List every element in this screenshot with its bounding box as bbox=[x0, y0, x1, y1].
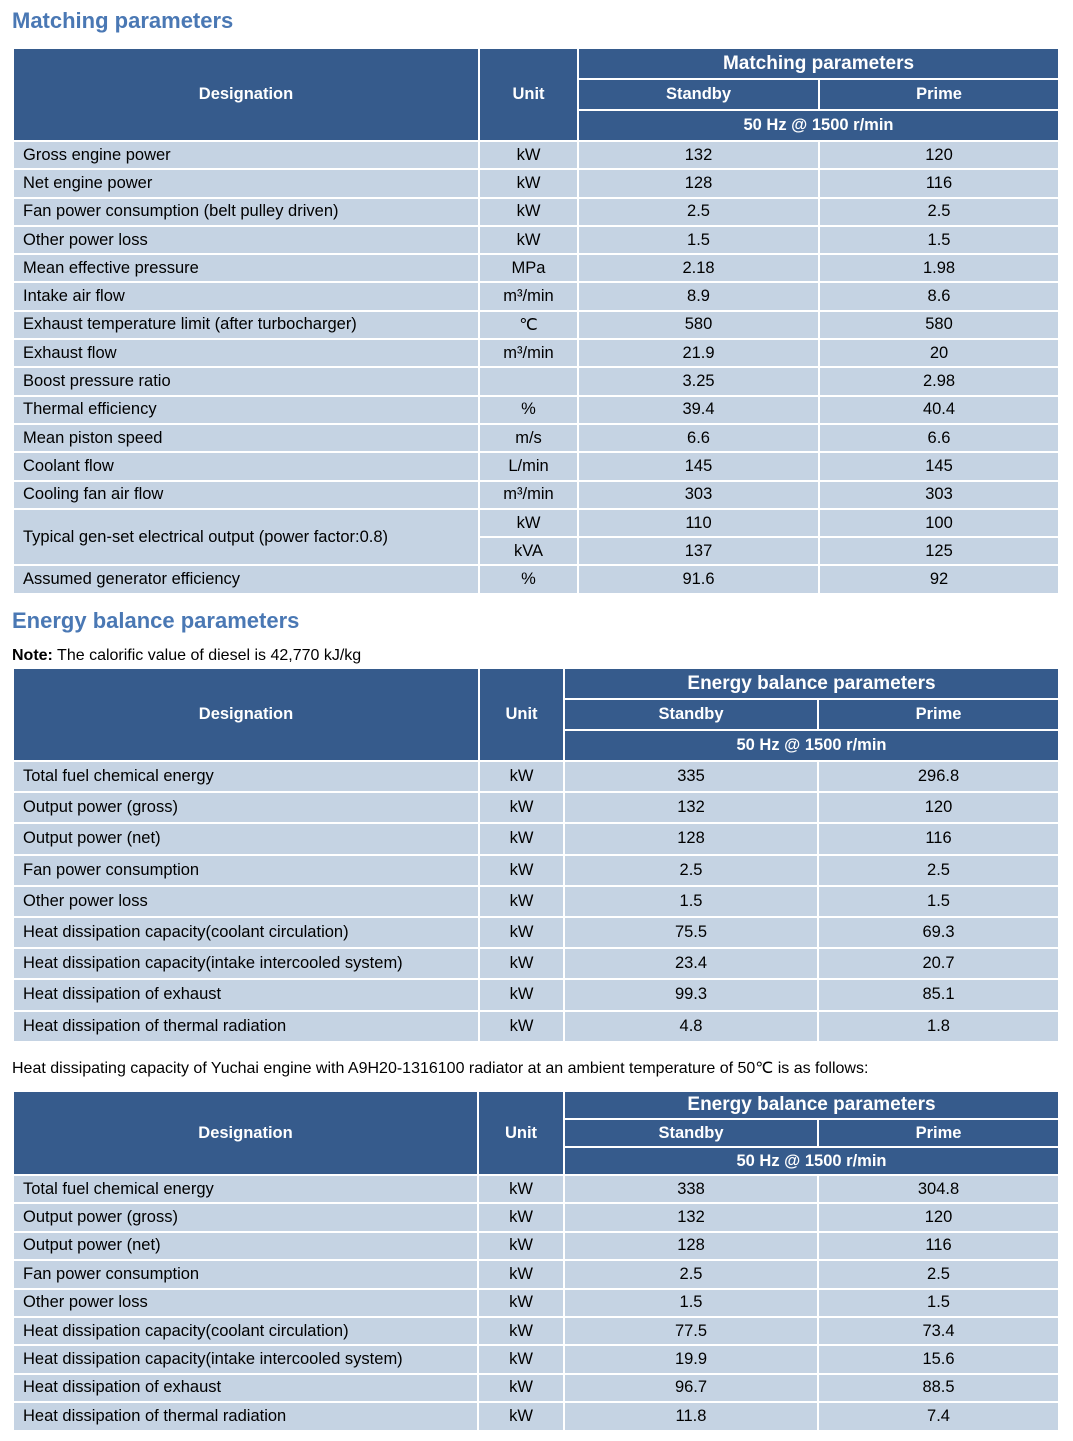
header-group: Matching parameters bbox=[578, 48, 1059, 79]
prime-cell: 120 bbox=[818, 1203, 1059, 1231]
designation-cell: Output power (net) bbox=[13, 1232, 478, 1260]
unit-cell: kW bbox=[479, 141, 578, 169]
standby-cell: 132 bbox=[578, 141, 819, 169]
unit-cell: kW bbox=[478, 1203, 564, 1231]
unit-cell: % bbox=[479, 396, 578, 424]
header-speed: 50 Hz @ 1500 r/min bbox=[578, 110, 1059, 141]
standby-cell: 132 bbox=[564, 792, 818, 823]
table-row bbox=[13, 761, 1059, 792]
table-row bbox=[13, 1203, 1059, 1231]
standby-cell: 75.5 bbox=[564, 917, 818, 948]
prime-cell: 1.5 bbox=[818, 886, 1059, 917]
standby-cell: 137 bbox=[578, 537, 819, 565]
designation-cell: Heat dissipation capacity(intake intercooled system) bbox=[13, 948, 479, 979]
designation-cell: Thermal efficiency bbox=[13, 396, 479, 424]
designation-cell: Other power loss bbox=[13, 886, 479, 917]
unit-cell: kW bbox=[479, 917, 564, 948]
table-row bbox=[13, 1232, 1059, 1260]
unit-cell: kW bbox=[478, 1232, 564, 1260]
table-row bbox=[13, 198, 1059, 226]
prime-cell: 20 bbox=[819, 339, 1059, 367]
table-row bbox=[13, 254, 1059, 282]
header-speed: 50 Hz @ 1500 r/min bbox=[564, 1147, 1059, 1175]
unit-cell: m/s bbox=[479, 424, 578, 452]
radiator-caption: Heat dissipating capacity of Yuchai engine with A9H20-1316100 radiator at an ambient temperature of 50℃ is as follows: bbox=[12, 1060, 869, 1077]
prime-cell: 40.4 bbox=[819, 396, 1059, 424]
unit-cell: kW bbox=[478, 1374, 564, 1402]
unit-cell: kW bbox=[479, 509, 578, 537]
standby-cell: 145 bbox=[578, 452, 819, 480]
standby-cell: 128 bbox=[578, 169, 819, 197]
designation-cell: Total fuel chemical energy bbox=[13, 1175, 478, 1203]
header-prime: Prime bbox=[818, 699, 1059, 730]
designation-cell: Heat dissipation of thermal radiation bbox=[13, 1402, 478, 1430]
standby-cell: 6.6 bbox=[578, 424, 819, 452]
unit-cell: kW bbox=[479, 226, 578, 254]
matching-parameters-table bbox=[12, 47, 1060, 595]
unit-cell: kVA bbox=[479, 537, 578, 565]
standby-cell: 335 bbox=[564, 761, 818, 792]
designation-cell: Other power loss bbox=[13, 1289, 478, 1317]
unit-cell: kW bbox=[479, 823, 564, 854]
header-unit: Unit bbox=[479, 668, 564, 761]
unit-cell: kW bbox=[479, 792, 564, 823]
designation-cell: Total fuel chemical energy bbox=[13, 761, 479, 792]
designation-cell: Mean effective pressure bbox=[13, 254, 479, 282]
designation-cell: Mean piston speed bbox=[13, 424, 479, 452]
header-standby: Standby bbox=[564, 1119, 818, 1147]
unit-cell: kW bbox=[478, 1402, 564, 1430]
prime-cell: 20.7 bbox=[818, 948, 1059, 979]
prime-cell: 73.4 bbox=[818, 1317, 1059, 1345]
prime-cell: 7.4 bbox=[818, 1402, 1059, 1430]
header-standby: Standby bbox=[578, 79, 819, 110]
standby-cell: 99.3 bbox=[564, 979, 818, 1010]
table-row bbox=[13, 311, 1059, 339]
designation-cell: Gross engine power bbox=[13, 141, 479, 169]
designation-cell: Output power (gross) bbox=[13, 1203, 478, 1231]
table-row bbox=[13, 424, 1059, 452]
unit-cell: kW bbox=[478, 1260, 564, 1288]
prime-cell: 100 bbox=[819, 509, 1059, 537]
table-row bbox=[13, 1317, 1059, 1345]
designation-cell: Heat dissipation capacity(coolant circulation) bbox=[13, 917, 479, 948]
header-group: Energy balance parameters bbox=[564, 668, 1059, 699]
prime-cell: 116 bbox=[819, 169, 1059, 197]
note-text: The calorific value of diesel is 42,770 kJ/kg bbox=[52, 647, 362, 664]
table-row bbox=[13, 1374, 1059, 1402]
prime-cell: 6.6 bbox=[819, 424, 1059, 452]
designation-cell: Coolant flow bbox=[13, 452, 479, 480]
standby-cell: 4.8 bbox=[564, 1011, 818, 1042]
section-title-matching: Matching parameters bbox=[12, 8, 234, 33]
designation-cell: Boost pressure ratio bbox=[13, 367, 479, 395]
unit-cell: kW bbox=[479, 948, 564, 979]
unit-cell: kW bbox=[478, 1317, 564, 1345]
standby-cell: 2.18 bbox=[578, 254, 819, 282]
standby-cell: 128 bbox=[564, 1232, 818, 1260]
standby-cell: 39.4 bbox=[578, 396, 819, 424]
prime-cell: 116 bbox=[818, 1232, 1059, 1260]
prime-cell: 120 bbox=[818, 792, 1059, 823]
standby-cell: 3.25 bbox=[578, 367, 819, 395]
table-row bbox=[13, 339, 1059, 367]
unit-cell bbox=[479, 367, 578, 395]
table-row bbox=[13, 917, 1059, 948]
designation-cell: Cooling fan air flow bbox=[13, 481, 479, 509]
table-row bbox=[13, 226, 1059, 254]
header-unit: Unit bbox=[479, 48, 578, 141]
table-row bbox=[13, 481, 1059, 509]
prime-cell: 92 bbox=[819, 565, 1059, 593]
unit-cell: % bbox=[479, 565, 578, 593]
standby-cell: 2.5 bbox=[564, 855, 818, 886]
standby-cell: 2.5 bbox=[564, 1260, 818, 1288]
unit-cell: kW bbox=[479, 886, 564, 917]
table-row bbox=[13, 948, 1059, 979]
table-row bbox=[13, 792, 1059, 823]
unit-cell: kW bbox=[479, 1011, 564, 1042]
standby-cell: 1.5 bbox=[578, 226, 819, 254]
standby-cell: 338 bbox=[564, 1175, 818, 1203]
header-unit: Unit bbox=[478, 1091, 564, 1175]
standby-cell: 303 bbox=[578, 481, 819, 509]
designation-cell: Assumed generator efficiency bbox=[13, 565, 479, 593]
standby-cell: 19.9 bbox=[564, 1345, 818, 1373]
table-row bbox=[13, 565, 1059, 593]
prime-cell: 2.5 bbox=[818, 855, 1059, 886]
unit-cell: m³/min bbox=[479, 282, 578, 310]
table-row bbox=[13, 1402, 1059, 1430]
prime-cell: 1.5 bbox=[818, 1289, 1059, 1317]
prime-cell: 69.3 bbox=[818, 917, 1059, 948]
note-label: Note: bbox=[12, 647, 53, 664]
prime-cell: 1.8 bbox=[818, 1011, 1059, 1042]
designation-cell: Heat dissipation of exhaust bbox=[13, 1374, 478, 1402]
standby-cell: 1.5 bbox=[564, 1289, 818, 1317]
prime-cell: 88.5 bbox=[818, 1374, 1059, 1402]
header-designation: Designation bbox=[13, 1091, 478, 1175]
standby-cell: 21.9 bbox=[578, 339, 819, 367]
table-row bbox=[13, 396, 1059, 424]
header-speed: 50 Hz @ 1500 r/min bbox=[564, 730, 1059, 761]
unit-cell: kW bbox=[478, 1289, 564, 1317]
unit-cell: m³/min bbox=[479, 481, 578, 509]
prime-cell: 15.6 bbox=[818, 1345, 1059, 1373]
table-row bbox=[13, 1345, 1059, 1373]
table-row bbox=[13, 367, 1059, 395]
unit-cell: kW bbox=[478, 1345, 564, 1373]
standby-cell: 110 bbox=[578, 509, 819, 537]
unit-cell: kW bbox=[479, 855, 564, 886]
radiator-energy-balance-table bbox=[12, 1090, 1060, 1432]
designation-cell: Output power (net) bbox=[13, 823, 479, 854]
unit-cell: ℃ bbox=[479, 311, 578, 339]
standby-cell: 128 bbox=[564, 823, 818, 854]
designation-cell: Exhaust flow bbox=[13, 339, 479, 367]
unit-cell: kW bbox=[479, 169, 578, 197]
standby-cell: 23.4 bbox=[564, 948, 818, 979]
unit-cell: L/min bbox=[479, 452, 578, 480]
designation-cell: Heat dissipation capacity(coolant circulation) bbox=[13, 1317, 478, 1345]
standby-cell: 91.6 bbox=[578, 565, 819, 593]
table-row bbox=[13, 141, 1059, 169]
header-standby: Standby bbox=[564, 699, 818, 730]
prime-cell: 2.5 bbox=[818, 1260, 1059, 1288]
designation-cell: Other power loss bbox=[13, 226, 479, 254]
designation-cell: Net engine power bbox=[13, 169, 479, 197]
header-prime: Prime bbox=[818, 1119, 1059, 1147]
unit-cell: kW bbox=[478, 1175, 564, 1203]
prime-cell: 304.8 bbox=[818, 1175, 1059, 1203]
prime-cell: 303 bbox=[819, 481, 1059, 509]
table-row bbox=[13, 823, 1059, 854]
table-row bbox=[13, 509, 1059, 537]
prime-cell: 2.5 bbox=[819, 198, 1059, 226]
prime-cell: 8.6 bbox=[819, 282, 1059, 310]
table-row bbox=[13, 855, 1059, 886]
prime-cell: 296.8 bbox=[818, 761, 1059, 792]
designation-cell: Output power (gross) bbox=[13, 792, 479, 823]
designation-cell: Heat dissipation capacity(intake intercooled system) bbox=[13, 1345, 478, 1373]
standby-cell: 11.8 bbox=[564, 1402, 818, 1430]
designation-cell: Fan power consumption bbox=[13, 855, 479, 886]
designation-cell: Typical gen-set electrical output (power factor:0.8) bbox=[13, 509, 479, 566]
section-title-energy-balance: Energy balance parameters bbox=[12, 608, 300, 633]
designation-cell: Exhaust temperature limit (after turbocharger) bbox=[13, 311, 479, 339]
standby-cell: 2.5 bbox=[578, 198, 819, 226]
table-row bbox=[13, 1011, 1059, 1042]
designation-cell: Heat dissipation of exhaust bbox=[13, 979, 479, 1010]
prime-cell: 125 bbox=[819, 537, 1059, 565]
prime-cell: 85.1 bbox=[818, 979, 1059, 1010]
note bbox=[12, 647, 361, 665]
unit-cell: m³/min bbox=[479, 339, 578, 367]
designation-cell: Heat dissipation of thermal radiation bbox=[13, 1011, 479, 1042]
header-prime: Prime bbox=[819, 79, 1059, 110]
prime-cell: 120 bbox=[819, 141, 1059, 169]
standby-cell: 580 bbox=[578, 311, 819, 339]
designation-cell: Fan power consumption (belt pulley driven) bbox=[13, 198, 479, 226]
table-row bbox=[13, 282, 1059, 310]
unit-cell: kW bbox=[479, 979, 564, 1010]
table-row bbox=[13, 979, 1059, 1010]
header-designation: Designation bbox=[13, 668, 479, 761]
unit-cell: MPa bbox=[479, 254, 578, 282]
table-row bbox=[13, 169, 1059, 197]
prime-cell: 1.98 bbox=[819, 254, 1059, 282]
energy-balance-table bbox=[12, 667, 1060, 1043]
standby-cell: 1.5 bbox=[564, 886, 818, 917]
standby-cell: 8.9 bbox=[578, 282, 819, 310]
header-group: Energy balance parameters bbox=[564, 1091, 1059, 1119]
table-row bbox=[13, 1289, 1059, 1317]
prime-cell: 1.5 bbox=[819, 226, 1059, 254]
standby-cell: 132 bbox=[564, 1203, 818, 1231]
prime-cell: 2.98 bbox=[819, 367, 1059, 395]
designation-cell: Intake air flow bbox=[13, 282, 479, 310]
unit-cell: kW bbox=[479, 761, 564, 792]
table-row bbox=[13, 1260, 1059, 1288]
table-row bbox=[13, 1175, 1059, 1203]
standby-cell: 96.7 bbox=[564, 1374, 818, 1402]
header-designation: Designation bbox=[13, 48, 479, 141]
unit-cell: kW bbox=[479, 198, 578, 226]
standby-cell: 77.5 bbox=[564, 1317, 818, 1345]
prime-cell: 580 bbox=[819, 311, 1059, 339]
table-row bbox=[13, 886, 1059, 917]
designation-cell: Fan power consumption bbox=[13, 1260, 478, 1288]
prime-cell: 116 bbox=[818, 823, 1059, 854]
prime-cell: 145 bbox=[819, 452, 1059, 480]
table-row bbox=[13, 452, 1059, 480]
